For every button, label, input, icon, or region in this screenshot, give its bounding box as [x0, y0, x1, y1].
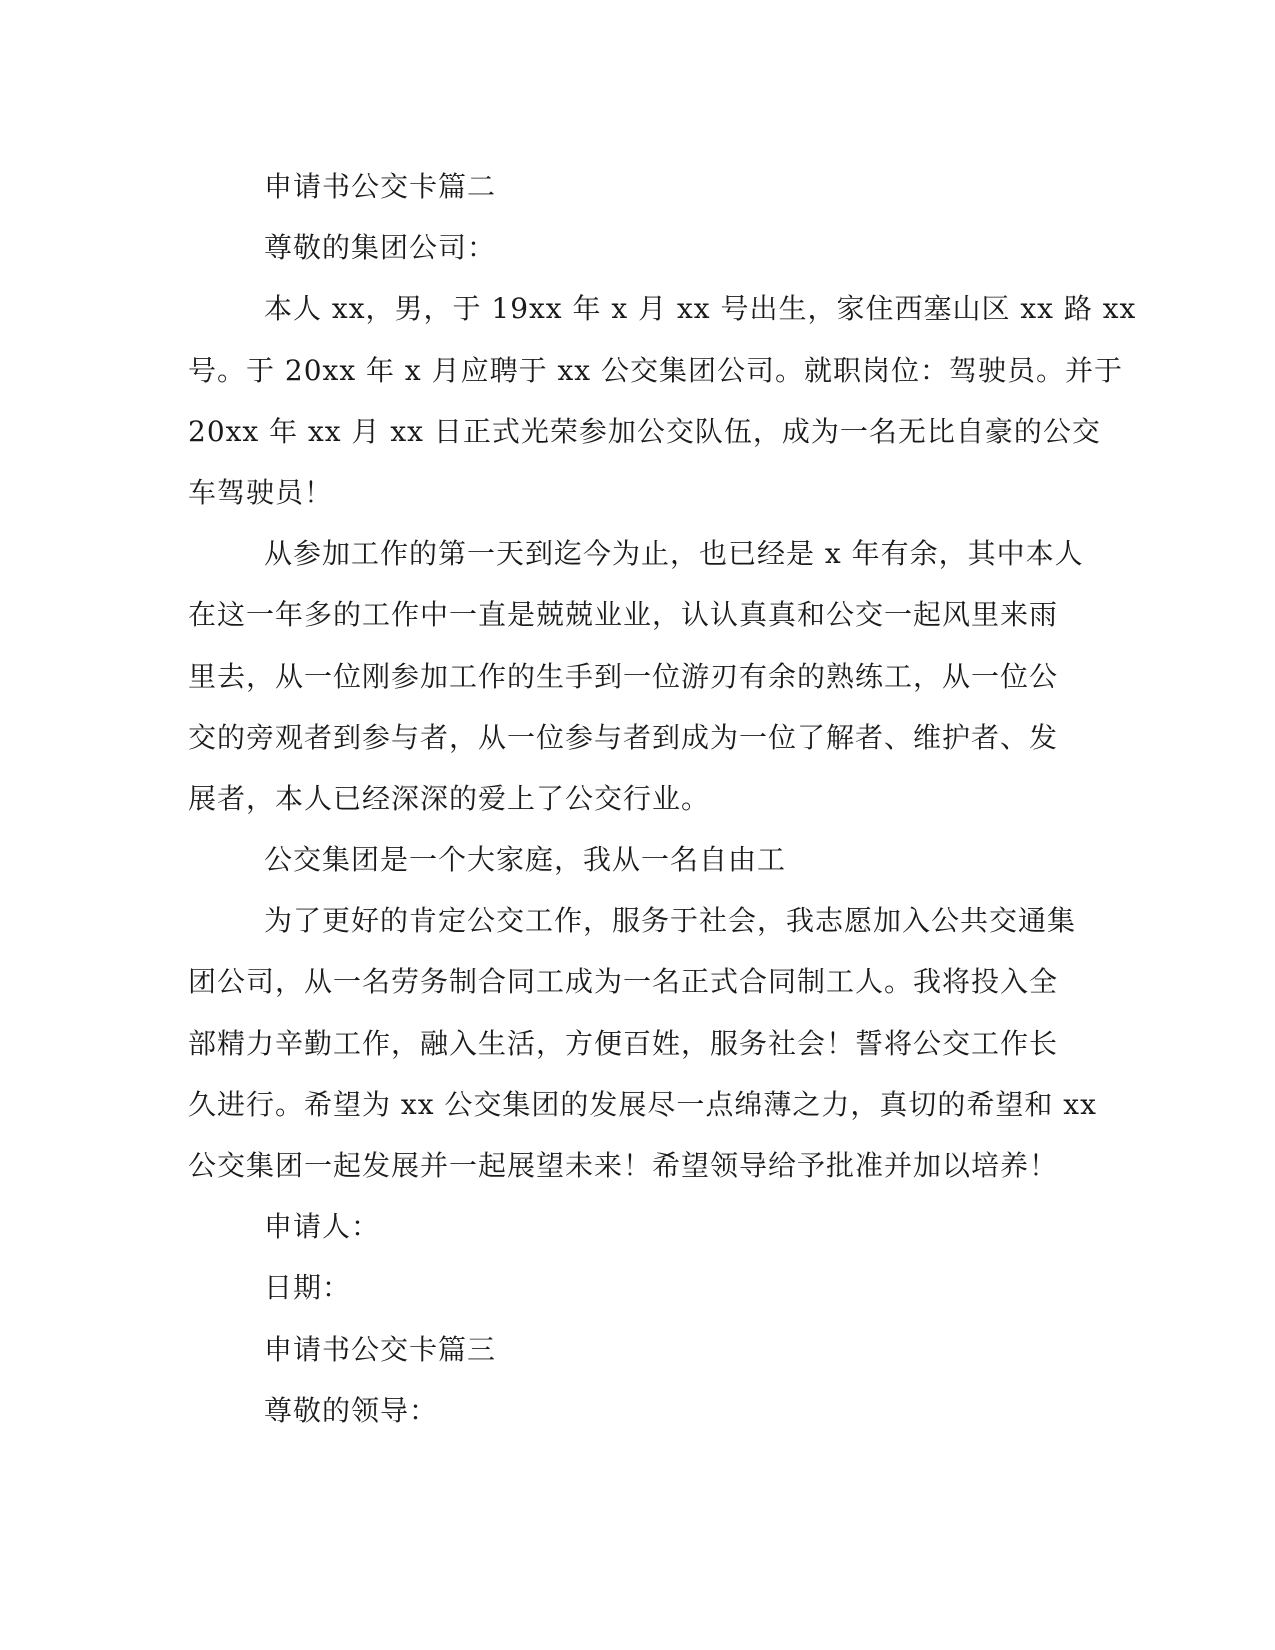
applicant-label: 申请人：: [264, 1210, 381, 1244]
paragraph-line: 本人 xx，男，于 19xx 年 x 月 xx 号出生，家住西塞山区 xx 路 xx: [264, 292, 1137, 326]
paragraph-line: 久进行。希望为 xx 公交集团的发展尽一点绵薄之力，真切的希望和 xx: [188, 1087, 1097, 1121]
paragraph-line: 号。于 20xx 年 x 月应聘于 xx 公交集团公司。就职岗位：驾驶员。并于: [188, 353, 1123, 387]
paragraph-line: 公交集团是一个大家庭，我从一名自由工: [264, 843, 787, 877]
salutation: 尊敬的集团公司：: [264, 231, 497, 265]
paragraph-line: 20xx 年 xx 月 xx 日正式光荣参加公交队伍，成为一名无比自豪的公交: [188, 414, 1101, 448]
paragraph-line: 在这一年多的工作中一直是兢兢业业，认认真真和公交一起风里来雨: [188, 598, 1059, 632]
paragraph-line: 团公司，从一名劳务制合同工成为一名正式合同制工人。我将投入全: [188, 965, 1059, 999]
section-heading: 申请书公交卡篇二: [264, 170, 497, 203]
paragraph-line: 交的旁观者到参与者，从一位参与者到成为一位了解者、维护者、发: [188, 720, 1059, 754]
salutation: 尊敬的领导：: [264, 1393, 439, 1427]
paragraph-line: 展者，本人已经深深的爱上了公交行业。: [188, 781, 711, 815]
paragraph-line: 车驾驶员！: [188, 475, 334, 509]
paragraph-line: 里去，从一位刚参加工作的生手到一位游刃有余的熟练工，从一位公: [188, 659, 1059, 693]
paragraph-line: 部精力辛勤工作，融入生活，方便百姓，服务社会！誓将公交工作长: [188, 1026, 1059, 1060]
paragraph-line: 公交集团一起发展并一起展望未来！希望领导给予批准并加以培养！: [188, 1149, 1059, 1182]
section-heading: 申请书公交卡篇三: [264, 1332, 497, 1366]
document-body: [188, 156, 1137, 1441]
paragraph-line: 从参加工作的第一天到迄今为止，也已经是 x 年有余，其中本人: [264, 537, 1084, 571]
date-label: 日期：: [264, 1271, 352, 1305]
paragraph-line: 为了更好的肯定公交工作，服务于社会，我志愿加入公共交通集: [264, 904, 1077, 938]
